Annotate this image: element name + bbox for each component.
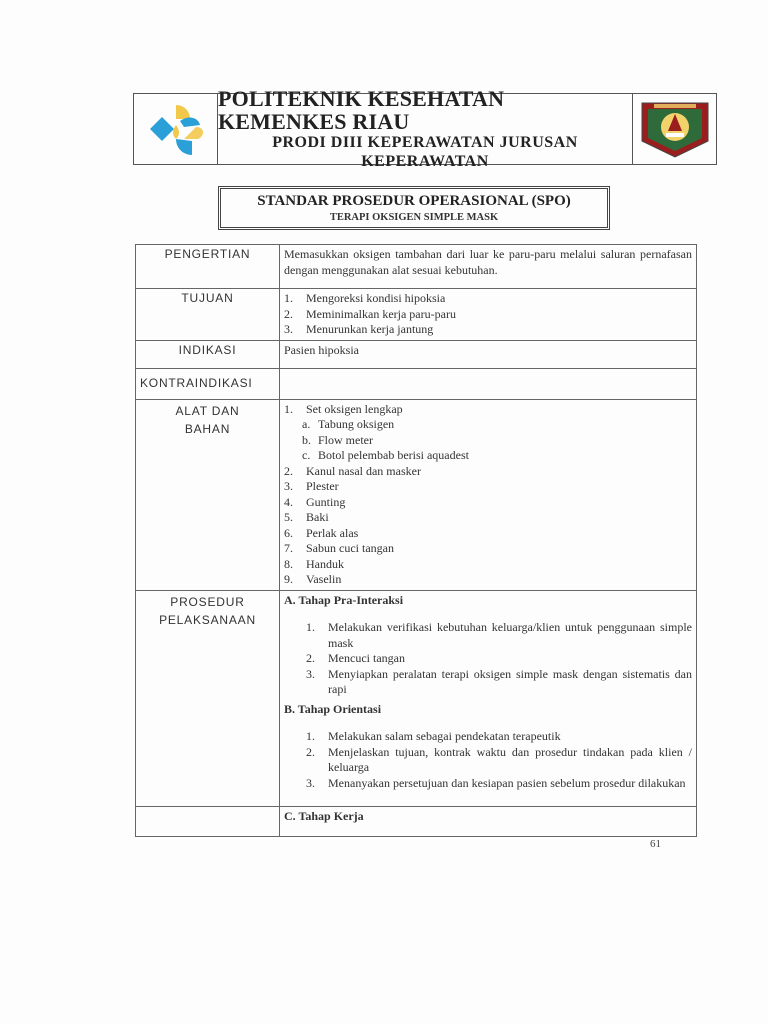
institution-name: POLITEKNIK KESEHATAN KEMENKES RIAU [218, 86, 505, 135]
list-item: 3. Menurunkan kerja jantung [284, 322, 434, 336]
list-item: 2. Menjelaskan tujuan, kontrak waktu dan prosedur tindakan pada klien / keluarga [306, 744, 692, 774]
list-item: 3. Menanyakan persetujuan dan kesiapan pasien sebelum prosedur dilakukan [306, 775, 686, 790]
list-item: 1. Melakukan salam sebagai pendekatan terapeutik [306, 729, 561, 743]
label-tujuan: TUJUAN [136, 289, 280, 341]
section-c-title: C. Tahap Kerja [284, 808, 364, 823]
label-alat-bahan [136, 399, 280, 590]
list-item: 1. Melakukan verifikasi kebutuhan keluarga/klien untuk penggunaan simple mask [306, 620, 692, 650]
label-prosedur-line-1: PROSEDUR [170, 594, 245, 609]
spo-title-box [218, 186, 610, 230]
row-tujuan [136, 289, 697, 341]
list-item: 5. Baki [284, 510, 329, 524]
value-pengertian: Memasukkan oksigen tambahan dari luar ke paru-paru melalui saluran pernafasan dengan menggunakan alat sesuai kebutuhan. [280, 245, 697, 289]
list-item: 9. Vaselin [284, 572, 342, 586]
list-item: 4. Gunting [284, 494, 346, 509]
label-alat-line-1: ALAT DAN [175, 403, 240, 418]
row-tahap-kerja [136, 806, 697, 836]
prodi-line-2: KEPERAWATAN [361, 153, 489, 171]
list-item: 2. Mencuci tangan [306, 651, 405, 665]
list-item: 2. Meminimalkan kerja paru-paru [284, 306, 456, 321]
label-kontraindikasi: KONTRAINDIKASI [136, 368, 280, 399]
row-pengertian [136, 245, 697, 289]
list-item: 7. Sabun cuci tangan [284, 541, 394, 555]
value-prosedur [280, 590, 697, 806]
sub-list-item: a. Tabung oksigen [302, 417, 395, 431]
section-a-title: A. Tahap Pra-Interaksi [284, 592, 404, 607]
label-prosedur [136, 590, 280, 806]
page-number: 61 [650, 838, 661, 850]
letterhead [133, 86, 717, 171]
row-prosedur [136, 590, 697, 806]
logo-cell [134, 94, 218, 164]
label-indikasi: INDIKASI [136, 340, 280, 368]
value-tujuan [280, 289, 697, 341]
value-indikasi: Pasien hipoksia [280, 340, 697, 368]
list-item: 1. Set oksigen lengkap [284, 401, 403, 416]
letterhead-title [218, 86, 632, 171]
row-alat-bahan [136, 399, 697, 590]
poltekkes-seal-icon [636, 97, 714, 161]
list-item: 8. Handuk [284, 556, 344, 571]
label-prosedur-line-2: PELAKSANAAN [159, 612, 256, 627]
value-kontraindikasi [280, 368, 697, 399]
list-item: 3. Plester [284, 479, 339, 493]
spo-subtitle: TERAPI OKSIGEN SIMPLE MASK [329, 212, 499, 223]
empty-label-cell [136, 806, 280, 836]
value-alat-bahan [280, 399, 697, 590]
sub-list-item: b. Flow meter [302, 432, 373, 447]
section-b-title: B. Tahap Orientasi [284, 701, 382, 716]
kemenkes-logo-icon [140, 97, 212, 161]
prodi-line-1: PRODI DIII KEPERAWATAN JURUSAN [272, 134, 578, 152]
list-item: 3. Menyiapkan peralatan terapi oksigen simple mask dengan sistematis dan rapi [306, 666, 692, 696]
label-alat-line-2: BAHAN [184, 421, 231, 436]
row-kontraindikasi [136, 368, 697, 399]
seal-cell [632, 94, 716, 164]
spo-title: STANDAR PROSEDUR OPERASIONAL (SPO) [257, 193, 571, 209]
sub-list-item: c. Botol pelembab berisi aquadest [302, 448, 469, 462]
list-item: 6. Perlak alas [284, 525, 359, 540]
list-item: 1. Mengoreksi kondisi hipoksia [284, 291, 446, 305]
spo-table [135, 244, 697, 837]
row-indikasi [136, 340, 697, 368]
value-tahap-kerja [280, 806, 697, 836]
list-item: 2. Kanul nasal dan masker [284, 463, 421, 478]
label-pengertian: PENGERTIAN [136, 245, 280, 289]
